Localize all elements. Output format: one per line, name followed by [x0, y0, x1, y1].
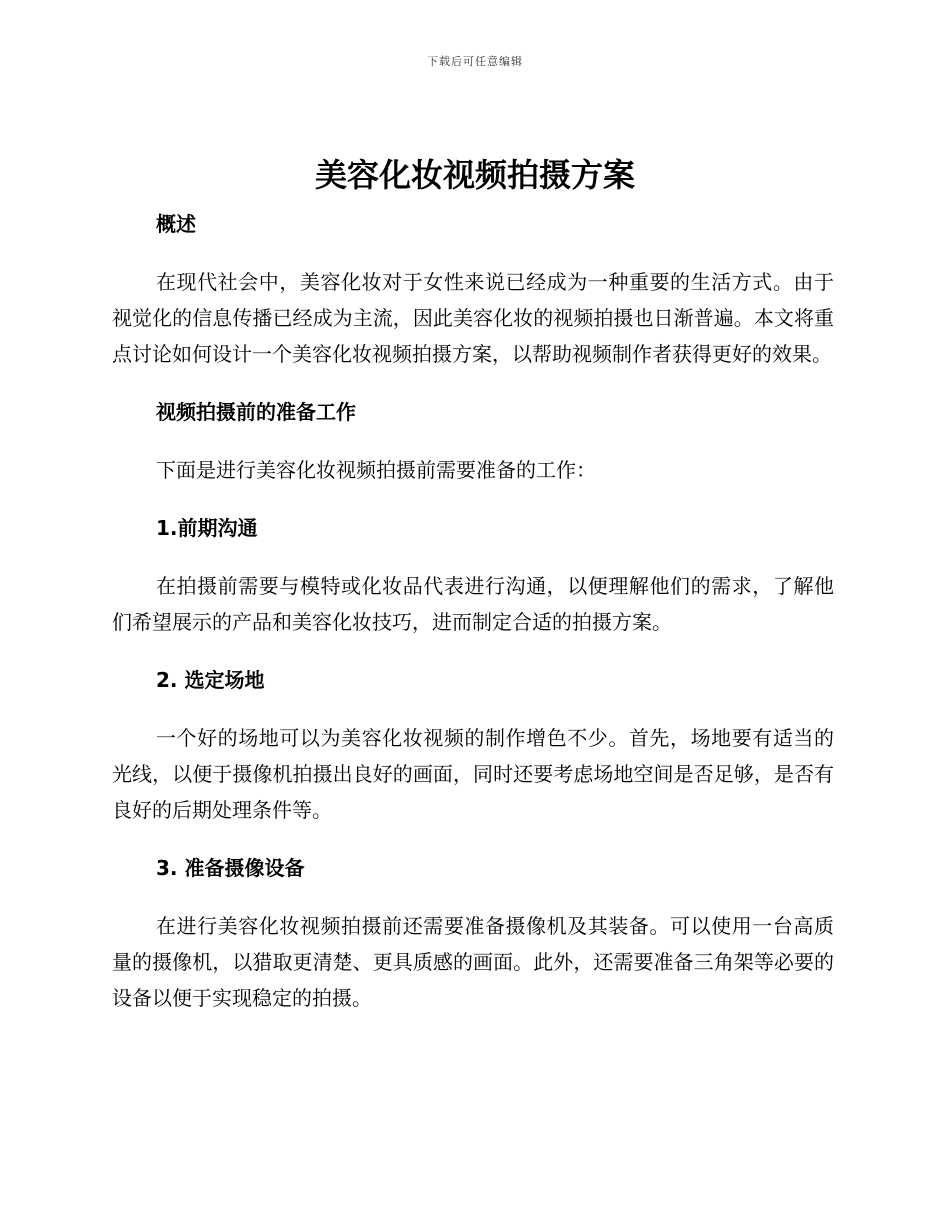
document-title: 美容化妆视频拍摄方案: [314, 156, 635, 194]
section-heading: 3. 准备摄像设备: [156, 856, 305, 880]
section-equipment: [112, 850, 834, 1016]
section-heading: 1.前期沟通: [156, 516, 258, 540]
section-paragraph: 下面是进行美容化妆视频拍摄前需要准备的工作：: [156, 458, 596, 482]
section-paragraph: 在进行美容化妆视频拍摄前还需要准备摄像机及其装备。可以使用一台高质量的摄像机，以猎取更清楚、更具质感的画面。此外，还需要准备三角架等必要的设备以便于实现稳定的拍摄。: [112, 914, 834, 1010]
section-preparation: [112, 394, 834, 488]
section-paragraph: 在现代社会中，美容化妆对于女性来说已经成为一种重要的生活方式。由于视觉化的信息传播已经成为主流，因此美容化妆的视频拍摄也日渐普遍。本文将重点讨论如何设计一个美容化妆视频拍摄方案，以帮助视频制作者获得更好的效果。: [112, 270, 834, 366]
section-heading: 概述: [156, 212, 196, 236]
header-note: 下载后可任意编辑: [427, 55, 523, 68]
section-communication: [112, 510, 834, 640]
section-heading: 2. 选定场地: [156, 668, 265, 692]
section-paragraph: 一个好的场地可以为美容化妆视频的制作增色不少。首先，场地要有适当的光线，以便于摄像机拍摄出良好的画面，同时还要考虑场地空间是否足够，是否有良好的后期处理条件等。: [112, 726, 834, 822]
section-paragraph: 在拍摄前需要与模特或化妆品代表进行沟通，以便理解他们的需求，了解他们希望展示的产品和美容化妆技巧，进而制定合适的拍摄方案。: [112, 574, 834, 634]
document-body: [112, 206, 834, 1016]
section-heading: 视频拍摄前的准备工作: [156, 400, 356, 424]
section-venue: [112, 662, 834, 828]
section-overview: [112, 206, 834, 372]
